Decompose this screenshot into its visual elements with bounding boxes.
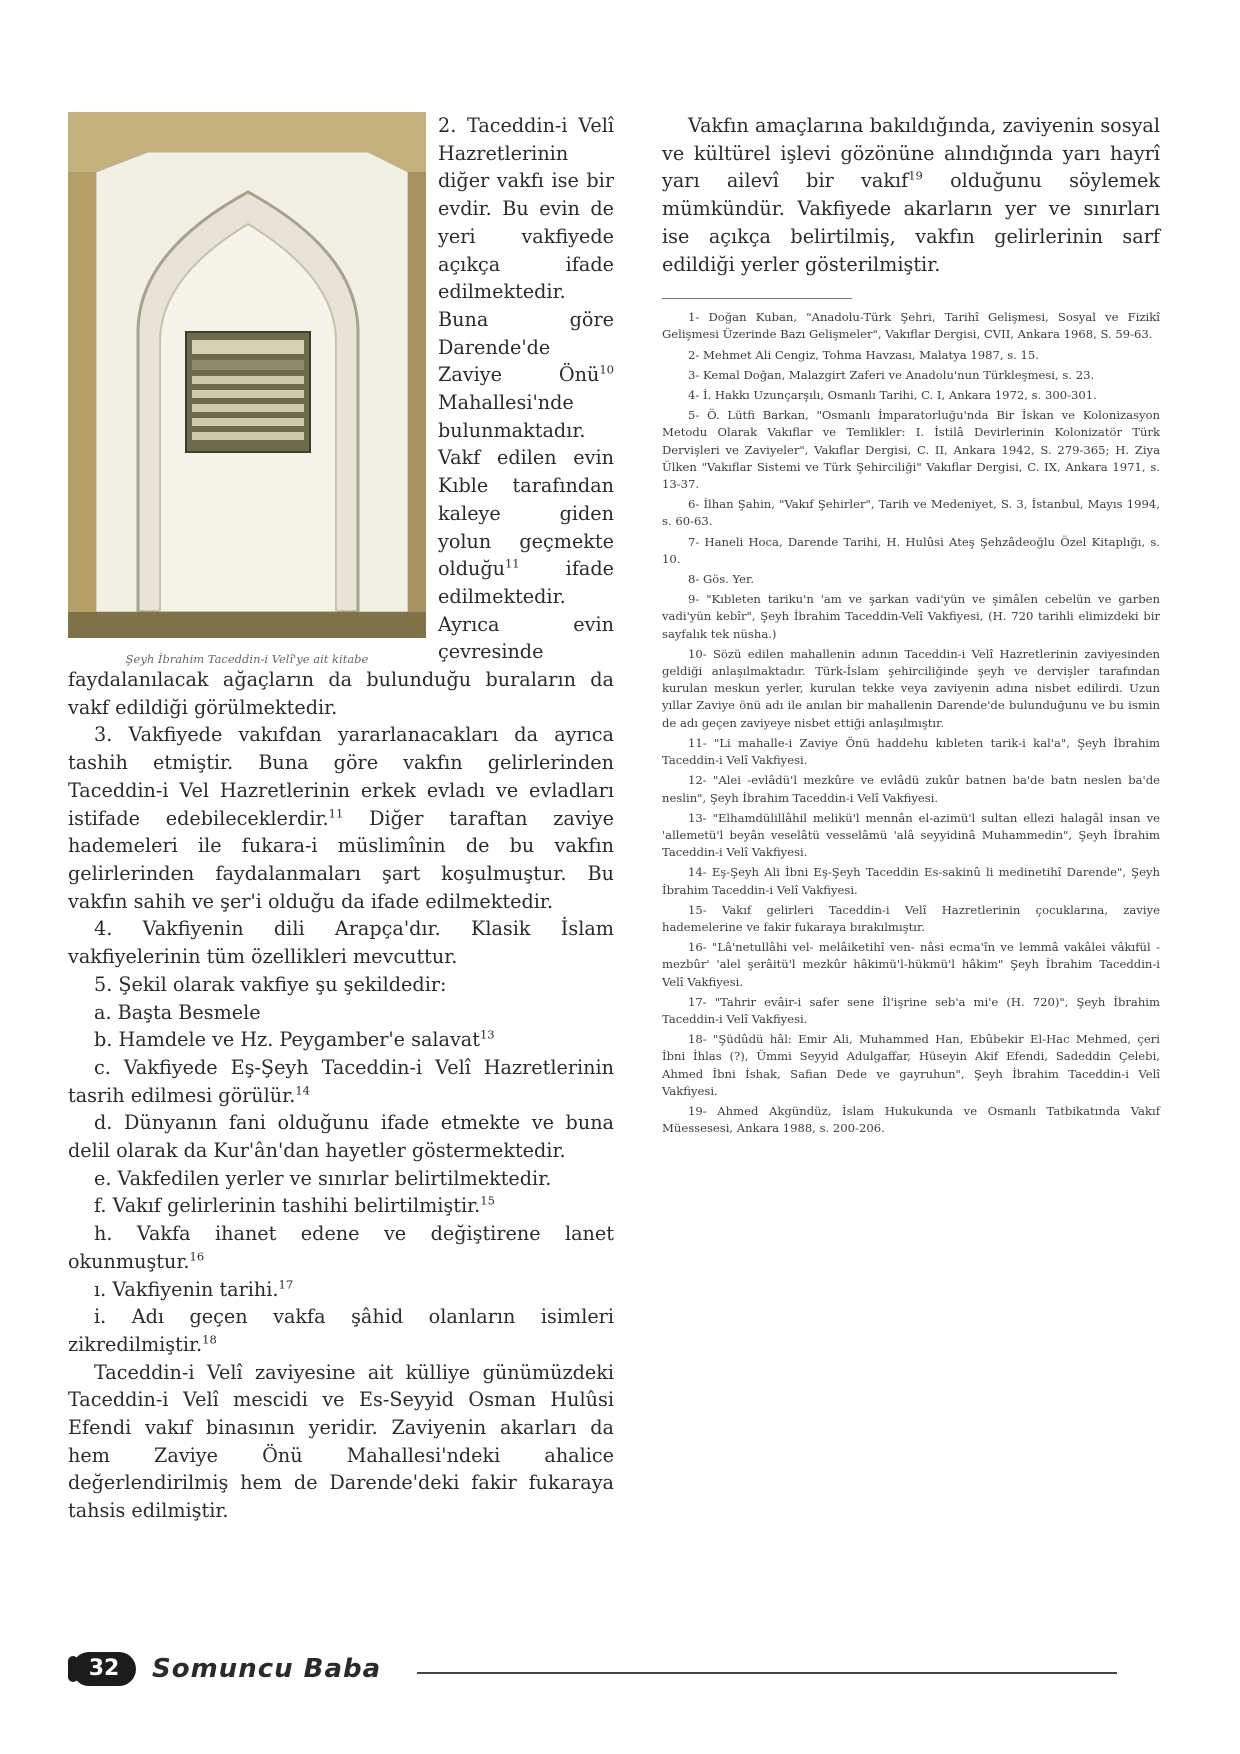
paragraph-4: 4. Vakfiyenin dili Arapça'dır. Klasik İslam vakfiyelerinin tüm özellikleri mevcuttur. bbox=[68, 917, 614, 969]
footnote-divider bbox=[662, 298, 852, 299]
footnote: 17- "Tahrir evâir-i safer sene İl'işrine seb'a mi'e (H. 720)", Şeyh İbrahim Taceddin-i Velî Vakfiyesi. bbox=[662, 994, 1160, 1026]
footnote-ref: 14 bbox=[295, 1083, 310, 1098]
list-item-i2 bbox=[68, 1303, 614, 1358]
list-item-f bbox=[68, 1192, 614, 1220]
paragraph-3-text-b: Diğer taraftan zaviye hademeleri ile fukara-i müslimînin de bu vakfın gelirlerinden faydalanmaları şart koşulmuştur. Bu vakfın sahih ve şer'i olduğu da ifade edilmektedir. bbox=[68, 806, 614, 913]
footnote: 14- Eş-Şeyh Ali İbni Eş-Şeyh Taceddin Es-sakinû li medinetihî Darende", Şeyh İbrahim Taceddin-i Velî Vakfiyesi. bbox=[662, 865, 1160, 897]
paragraph-final: Taceddin-i Velî zaviyesine ait külliye günümüzdeki Taceddin-i Velî mescidi ve Es-Seyyid Osman Hulûsi Efendi vakıf binasının yeridir. Zaviyenin akarları da hem Zaviye Önü Mahallesi'ndeki ahalice değerlendirilmiş hem de Darende'deki fakir fukaraya tahsis edilmiştir. bbox=[68, 1360, 614, 1523]
magazine-logo: Somuncu Baba bbox=[152, 1654, 382, 1684]
footnote-ref: 18 bbox=[202, 1332, 217, 1347]
page-footer bbox=[72, 1652, 1172, 1692]
intro-text-b: olduğunu söylemek mümkündür. Vakfiyede akarların yer ve sınırları ise açıkça belirtilmiş, vakfın gelirlerinin sarf edildiği yerler gösterilmiştir. bbox=[662, 169, 1160, 276]
right-column bbox=[662, 112, 1160, 1140]
footnote-ref: 13 bbox=[479, 1027, 495, 1042]
footnote-ref: 16 bbox=[189, 1249, 205, 1264]
footnote: 13- "Elhamdülillâhil melikü'l mennân el-azimü'l sultan ellezi halagâl insan ve 'allemetü'l beyân veselâtü vesselâmü 'alâ seyyidinâ Muhammedin", Şeyh İbrahim Taceddin-i Velî Vakfiyesi. bbox=[662, 810, 1160, 860]
intro-text: Vakfın amaçlarına bakıldığında, zaviyenin sosyal ve kültürel işlevi gözönüne alındığında yarı hayrî yarı ailevî bir vakıf bbox=[662, 114, 1160, 193]
footnote: 18- "Şüdûdü hâl: Emir Ali, Muhammed Han, Ebûbekir El-Hac Mehmed, çeri İbni İhlas (?), Ümmi Seyyid Adulgaffar, Hüseyin Akif Efendi, Sadeddin Çelebi, Ahmed İbni İshak, Safian Dede ve gayruhun", Şeyh İbrahim Taceddin-i Velî Vakfiyesi. bbox=[662, 1032, 1160, 1098]
footnote: 4- İ. Hakkı Uzunçarşılı, Osmanlı Tarihi, C. I, Ankara 1972, s. 300-301. bbox=[688, 388, 1097, 403]
list-item-i bbox=[68, 1276, 614, 1304]
footnote: 16- "Lâ'netullâhi vel- melâiketihî ven- nâsi ecma'în ve lemmâ vakâlei vâkıfül -mezbûr' 'alel şerâitü'l mezkûr hâkimü'l-hükmü'l hâkim" Şeyh İbrahim Taceddin-i Velî Vakfiyesi. bbox=[662, 940, 1160, 989]
list-item-e: e. Vakfedilen yerler ve sınırlar belirtilmektedir. bbox=[94, 1166, 552, 1190]
left-column bbox=[68, 112, 614, 1525]
photo-caption: Şeyh İbrahim Taceddin-i Velî'ye ait kitabe bbox=[125, 652, 369, 666]
footnote: 12- "Alei -evlâdü'l mezkûre ve evlâdü zukûr batnen ba'de batn neslen ba'de neslin", Şeyh İbrahim Taceddin-i Velî Vakfiyesi. bbox=[662, 773, 1160, 805]
paragraph-2-text: 2. Taceddin-i Velî Hazretlerinin diğer vakfı ise bir evdir. Bu evin de yeri vakfiyede açıkça ifade edilmektedir. Buna göre Darende'de Zaviye Önü bbox=[438, 114, 614, 387]
footnote-ref: 11 bbox=[328, 806, 344, 821]
photo-block bbox=[68, 112, 426, 666]
footnote: 8- Gös. Yer. bbox=[688, 572, 755, 587]
footer-rule bbox=[417, 1672, 1117, 1674]
list-item-b bbox=[68, 1026, 614, 1054]
paragraph-2-text-c: ifade edilmektedir. Ayrıca evin çevresinde faydalanılacak ağaçların da bulunduğu buraların da vakf edildiği görülmektedir. bbox=[68, 557, 614, 719]
paragraph-3-text: 3. Vakfiyede vakıfdan yararlanacakları da ayrıca tashih etmiştir. Buna göre vakfın gelirlerinden Taceddin-i Vel Hazretlerinin erkek evladı ve evladları istifade edebileceklerdir. bbox=[68, 723, 614, 830]
footnote-ref: 10 bbox=[599, 362, 614, 377]
list-item-a: a. Başta Besmele bbox=[94, 1000, 261, 1024]
list-item-f-text: f. Vakıf gelirlerinin tashihi belirtilmiştir. bbox=[94, 1194, 481, 1218]
list-item-d: d. Dünyanın fani olduğunu ifade etmekte ve buna delil olarak da Kur'ân'dan hayetler göstermektedir. bbox=[68, 1111, 614, 1163]
footnote-ref: 11 bbox=[504, 556, 520, 571]
footnote-ref: 19 bbox=[908, 169, 923, 184]
list-item-i-text: ı. Vakfiyenin tarihi. bbox=[94, 1277, 279, 1301]
paragraph-3 bbox=[68, 721, 614, 915]
footnote: 9- "Kıbleten tariku'n 'am ve şarkan vadi'yün ve şimâlen cebelün ve garben vadi'yün kebîr", Şeyh İbrahim Taceddin-Velî Vakfiyesi, (H. 720 tarihli elimizdeki bir sayfalık tek nüsha.) bbox=[662, 592, 1160, 641]
footnote-ref: 15 bbox=[480, 1194, 495, 1209]
list-item-c bbox=[68, 1054, 614, 1109]
footnote: 15- Vakıf gelirleri Taceddin-i Velî Hazretlerinin çocuklarına, zaviye hademelerine ve fakir fukaraya bırakılmıştır. bbox=[662, 902, 1160, 934]
footnote: 5- Ö. Lütfi Barkan, "Osmanlı İmparatorluğu'nda Bir İskan ve Kolonizasyon Metodu Olarak Vakıflar ve Temlikler: I. İstilâ Devirlerinin Kolonizatör Türk Dervişleri ve Zaviyeler", Vakıflar Dergisi, C. II, Ankara 1942, S. 279-365; H. Ziya Ülken "Vakıflar Sistemi ve Türk Şehirciliği" Vakıflar Dergisi, C. IX, Ankara 1971, s. 13-37. bbox=[662, 408, 1160, 492]
footnote: 2- Mehmet Ali Cengiz, Tohma Havzası, Malatya 1987, s. 15. bbox=[688, 347, 1039, 362]
list-item-b-text: b. Hamdele ve Hz. Peygamber'e salavat bbox=[94, 1028, 480, 1052]
footnote: 10- Sözü edilen mahallenin adının Taceddin-i Velî Hazretlerinin zaviyesinden geldiği anlaşılmaktadır. Türk-İslam şehirciliğinde şeyh ve dervişler tarafından kurulan meskun yerler, kurulan tekke veya zaviyenin adına nisbet edilirdi. Uzun yıllar Zaviye önü adı ile anılan bir mahallenin Darende'de bulunduğunu ve bu ismin de adı geçen zaviyeye nisbet ettiği anlaşılmıştır. bbox=[662, 646, 1160, 730]
paragraph-5: 5. Şekil olarak vakfiye şu şekildedir: bbox=[94, 972, 447, 996]
footnote: 11- "Li mahalle-i Zaviye Önü haddehu kıbleten tarik-i kal'a", Şeyh İbrahim Taceddin-i Velî Vakfiyesi. bbox=[662, 735, 1160, 768]
paragraph-2-text-b: Mahallesi'nde bulunmaktadır. Vakf edilen evin Kıble tarafından kaleye giden yolun geçmekte olduğu bbox=[438, 391, 614, 581]
list-item-h bbox=[68, 1220, 614, 1275]
footnote: 1- Doğan Kuban, "Anadolu-Türk Şehri, Tarihî Gelişmesi, Sosyal ve Fizikî Gelişmesi Üzerinde Bazı Gelişmeler", Vakıflar Dergisi, CVII, Ankara 1968, S. 59-63. bbox=[662, 310, 1160, 342]
page-number: 32 bbox=[72, 1652, 136, 1686]
list-item-h-text: h. Vakfa ihanet edene ve değiştirene lanet okunmuştur. bbox=[68, 1222, 614, 1273]
footnotes bbox=[662, 309, 1160, 1137]
list-item-i2-text: i. Adı geçen vakfa şâhid olanların isimleri zikredilmiştir. bbox=[68, 1305, 614, 1356]
footnote-ref: 17 bbox=[278, 1277, 294, 1292]
footnote: 6- İlhan Şahin, "Vakıf Şehirler", Tarih ve Medeniyet, S. 3, İstanbul, Mayıs 1994, s. 60-63. bbox=[662, 497, 1160, 529]
footnote: 3- Kemal Doğan, Malazgirt Zaferi ve Anadolu'nun Türkleşmesi, s. 23. bbox=[688, 367, 1095, 382]
inscription-photo bbox=[68, 112, 426, 638]
intro-paragraph bbox=[662, 112, 1160, 278]
list-item-c-text: c. Vakfiyede Eş-Şeyh Taceddin-i Velî Hazretlerinin tasrih edilmesi görülür. bbox=[68, 1055, 614, 1107]
footnote: 19- Ahmed Akgündüz, İslam Hukukunda ve Osmanlı Tatbikatında Vakıf Müessesesi, Ankara 1988, s. 200-206. bbox=[662, 1103, 1160, 1136]
footnote: 7- Haneli Hoca, Darende Tarihi, H. Hulûsi Ateş Şehzâdeoğlu Özel Kitaplığı, s. 10. bbox=[662, 534, 1160, 566]
